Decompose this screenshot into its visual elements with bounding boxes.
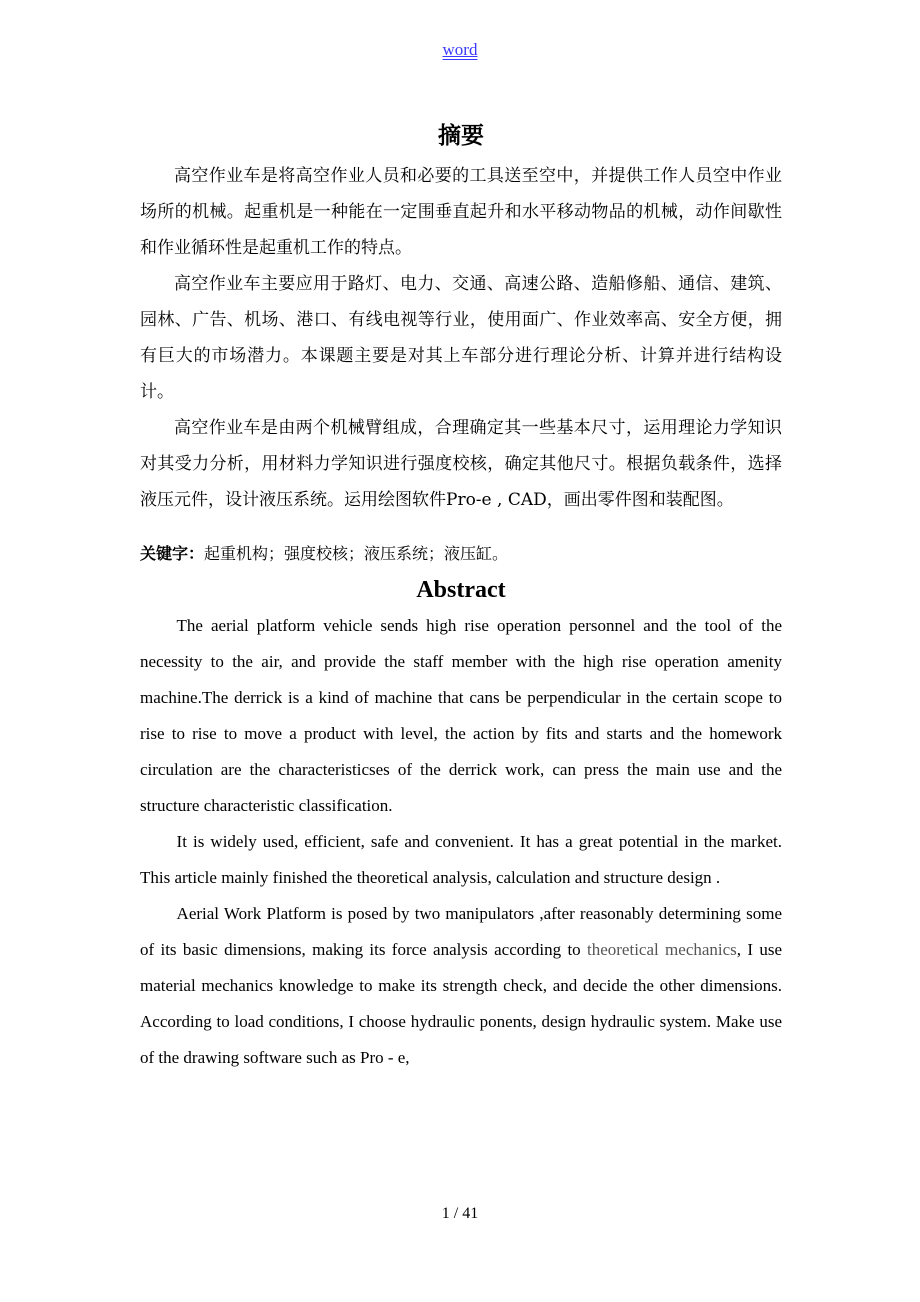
keywords-line	[140, 536, 782, 572]
abstract-en-title: Abstract	[416, 577, 506, 603]
keywords-label: 关键字：	[140, 544, 205, 563]
page-number: 1 / 41	[441, 1205, 479, 1222]
header-word-link[interactable]: word	[442, 40, 478, 59]
abstract-en-paragraph-3	[140, 896, 782, 1076]
abstract-en-paragraph-3-part-2: , I use material mechanics knowledge to make its strength check, and decide the other dimensions. According to load conditions, I choose hydraulic ponents, design hydraulic system. Make use of the drawing software such as Pro - e,	[140, 940, 783, 1067]
abstract-en-paragraph-3-part-1: Aerial Work Platform is posed by two manipulators ,after reasonably determining some of its basic dimensions, making its force analysis according to	[140, 904, 782, 959]
document-body	[140, 118, 782, 1076]
keywords-text: 起重机构；强度校核；液压系统；液压缸。	[204, 544, 509, 563]
abstract-cn-paragraph-3: 高空作业车是由两个机械臂组成，合理确定其一些基本尺寸，运用理论力学知识对其受力分析，用材料力学知识进行强度校核，确定其他尺寸。根据负载条件，选择液压元件，设计液压系统。运用绘图软件Pro-e , CAD，画出零件图和装配图。	[140, 418, 782, 510]
abstract-cn-paragraph-1: 高空作业车是将高空作业人员和必要的工具送至空中，并提供工作人员空中作业场所的机械。起重机是一种能在一定围垂直起升和水平移动物品的机械，动作间歇性和作业循环性是起重机工作的特点。	[140, 166, 782, 258]
abstract-cn-paragraph-2: 高空作业车主要应用于路灯、电力、交通、高速公路、造船修船、通信、建筑、园林、广告、机场、港口、有线电视等行业，使用面广、作业效率高、安全方便，拥有巨大的市场潜力。本课题主要是对其上车部分进行理论分析、计算并进行结构设计。	[140, 274, 782, 402]
abstract-cn-title: 摘要	[438, 123, 484, 149]
theoretical-mechanics-term: theoretical mechanics	[587, 940, 737, 959]
abstract-en-paragraph-1: The aerial platform vehicle sends high rise operation personnel and the tool of the necessity to the air, and provide the staff member with the high rise operation amenity machine.The derrick is a kind of machine that cans be perpendicular in the certain scope to rise to rise to move a product with level, the action by fits and starts and the homework circulation are the characteristicses of the derrick work, can press the main use and the structure characteristic classification.	[140, 616, 782, 815]
abstract-en-paragraph-2: It is widely used, efficient, safe and convenient. It has a great potential in the market. This article mainly finished the theoretical analysis, calculation and structure design .	[140, 832, 782, 887]
